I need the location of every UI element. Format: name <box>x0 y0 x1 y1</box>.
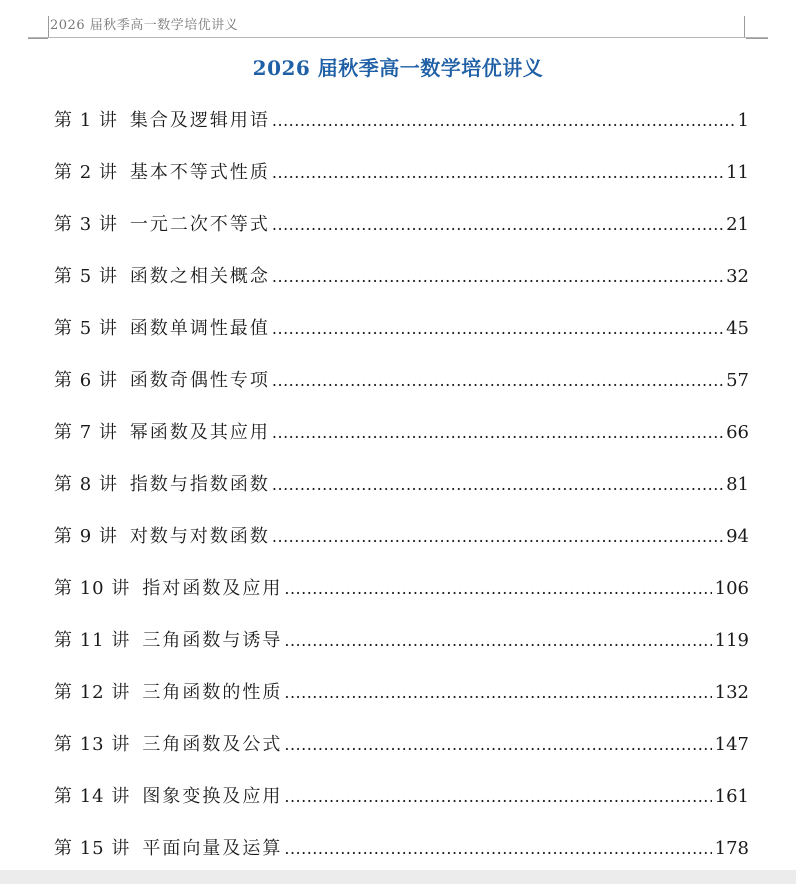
crop-mark-left-horizontal <box>28 38 48 39</box>
toc-entry[interactable] <box>54 730 749 782</box>
dot-leader <box>284 787 711 806</box>
crop-mark-right-horizontal <box>746 38 768 39</box>
toc-entry[interactable] <box>54 106 749 158</box>
page-number: 32 <box>726 266 749 287</box>
toc-entry[interactable] <box>54 210 749 262</box>
lecture-number: 第 9 讲 <box>54 526 118 547</box>
dot-leader <box>272 267 723 286</box>
dot-leader <box>284 839 711 858</box>
page-number: 11 <box>726 162 749 183</box>
dot-leader <box>272 371 723 390</box>
lecture-title: 平面向量及运算 <box>142 838 283 859</box>
lecture-title: 函数单调性最值 <box>129 318 270 339</box>
document-title: 2026 届秋季高一数学培优讲义 <box>252 56 544 80</box>
dot-leader <box>272 111 735 130</box>
lecture-number: 第 15 讲 <box>54 838 131 859</box>
lecture-title: 基本不等式性质 <box>129 162 270 183</box>
page-number: 21 <box>726 214 749 235</box>
page-number: 106 <box>714 578 749 599</box>
page-number: 119 <box>714 630 749 651</box>
lecture-title: 三角函数的性质 <box>142 682 283 703</box>
toc-entry[interactable] <box>54 626 749 678</box>
dot-leader <box>284 683 711 702</box>
lecture-number: 第 7 讲 <box>54 422 118 443</box>
dot-leader <box>284 735 711 754</box>
page-bottom-band <box>0 870 796 884</box>
lecture-title: 对数与对数函数 <box>129 526 270 547</box>
page-number: 81 <box>726 474 749 495</box>
dot-leader <box>284 631 711 650</box>
toc-entry[interactable] <box>54 262 749 314</box>
toc-entry[interactable] <box>54 158 749 210</box>
lecture-number: 第 2 讲 <box>54 162 118 183</box>
lecture-number: 第 5 讲 <box>54 318 118 339</box>
lecture-number: 第 5 讲 <box>54 266 118 287</box>
lecture-title: 函数奇偶性专项 <box>129 370 270 391</box>
lecture-number: 第 11 讲 <box>54 630 131 651</box>
lecture-number: 第 13 讲 <box>54 734 131 755</box>
page-number: 132 <box>714 682 749 703</box>
lecture-number: 第 12 讲 <box>54 682 131 703</box>
lecture-title: 幂函数及其应用 <box>129 422 270 443</box>
dot-leader <box>272 163 723 182</box>
toc-entry[interactable] <box>54 314 749 366</box>
lecture-title: 集合及逻辑用语 <box>129 110 270 131</box>
lecture-number: 第 10 讲 <box>54 578 131 599</box>
lecture-number: 第 3 讲 <box>54 214 118 235</box>
toc-entry[interactable] <box>54 782 749 834</box>
lecture-number: 第 6 讲 <box>54 370 118 391</box>
crop-mark-right <box>744 16 745 38</box>
dot-leader <box>272 475 723 494</box>
page-number: 147 <box>714 734 749 755</box>
lecture-title: 一元二次不等式 <box>129 214 270 235</box>
toc-entry[interactable] <box>54 522 749 574</box>
page-number: 161 <box>714 786 749 807</box>
lecture-number: 第 8 讲 <box>54 474 118 495</box>
toc-entry[interactable] <box>54 366 749 418</box>
dot-leader <box>272 319 723 338</box>
dot-leader <box>272 215 723 234</box>
toc-entry[interactable] <box>54 574 749 626</box>
lecture-title: 指数与指数函数 <box>129 474 270 495</box>
page-number: 57 <box>726 370 749 391</box>
toc-entry[interactable] <box>54 470 749 522</box>
lecture-number: 第 1 讲 <box>54 110 118 131</box>
lecture-title: 三角函数与诱导 <box>142 630 283 651</box>
lecture-title: 图象变换及应用 <box>142 786 283 807</box>
header-rule <box>28 37 768 38</box>
page-number: 1 <box>737 110 749 131</box>
dot-leader <box>272 423 723 442</box>
running-header: 2026 届秋季高一数学培优讲义 <box>50 18 239 33</box>
page-number: 66 <box>726 422 749 443</box>
lecture-title: 函数之相关概念 <box>129 266 270 287</box>
table-of-contents <box>54 106 749 886</box>
page-number: 178 <box>714 838 749 859</box>
crop-mark-left <box>48 16 49 38</box>
lecture-title: 三角函数及公式 <box>142 734 283 755</box>
dot-leader <box>284 579 711 598</box>
lecture-number: 第 14 讲 <box>54 786 131 807</box>
page-number: 45 <box>726 318 749 339</box>
toc-entry[interactable] <box>54 418 749 470</box>
lecture-title: 指对函数及应用 <box>142 578 283 599</box>
toc-entry[interactable] <box>54 678 749 730</box>
dot-leader <box>272 527 723 546</box>
page-number: 94 <box>726 526 749 547</box>
